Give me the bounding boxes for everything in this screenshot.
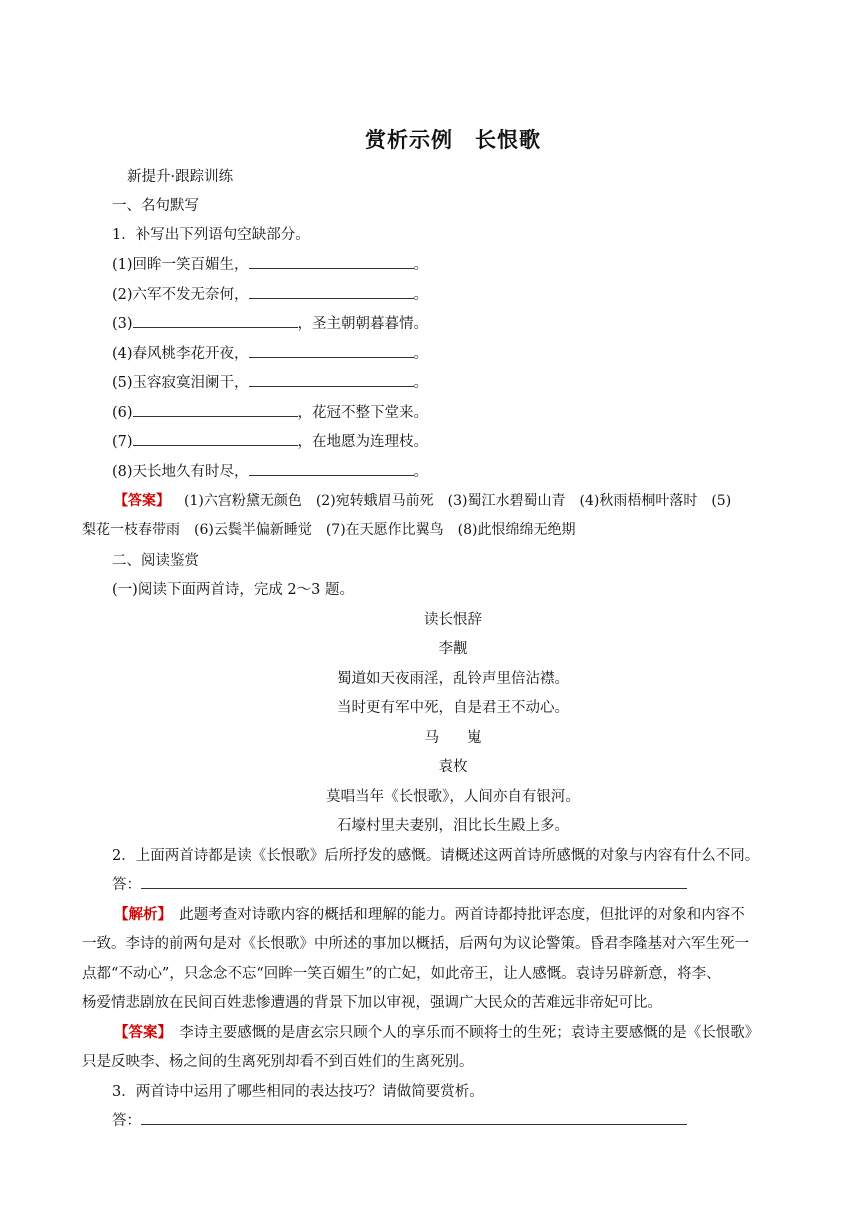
fill-item-2 (112, 283, 428, 304)
fill-item-text: (1)回眸一笑百媚生， (112, 257, 249, 273)
answer-1-line (114, 490, 731, 510)
analysis-line: 点都“不动心”，只念念不忘“回眸一笑百媚生”的亡妃，如此帝王，让人感慨。袁诗另辟新意，将李、 (82, 966, 721, 982)
answer-blank (133, 326, 298, 328)
poem2-author: 袁枚 (438, 759, 468, 775)
answer-label: 答： (112, 877, 141, 893)
fill-item-text: (6) (112, 405, 133, 421)
fill-item-text: 。 (413, 287, 429, 303)
fill-item-7 (112, 430, 428, 451)
fill-item-4 (112, 342, 428, 363)
poem1-author: 李觏 (438, 641, 468, 657)
poem2-title: 马嵬 (424, 730, 510, 746)
fill-item-6 (112, 401, 428, 422)
answer-2-line-2: 只是反映李、杨之间的生离死别却看不到百姓们的生离死别。 (82, 1054, 474, 1070)
answer-blank (133, 415, 298, 417)
fill-item-text: ，圣主朝朝暮暮情。 (297, 316, 429, 332)
answer-line-q2 (112, 873, 687, 894)
subtitle: 新提升·跟踪训练 (127, 169, 234, 185)
answer-blank (133, 444, 298, 446)
fill-item-text: (3) (112, 316, 133, 332)
poem2-line: 石壕村里夫妻别，泪比长生殿上多。 (337, 818, 569, 834)
fill-item-text: 。 (413, 257, 429, 273)
fill-item-text: (2)六军不发无奈何， (112, 287, 249, 303)
fill-item-3 (112, 312, 428, 333)
fill-item-text: (5)玉容寂寞泪阑干， (112, 375, 249, 391)
analysis-line: 一致。李诗的前两句是对《长恨歌》中所述的事加以概括，后两句为议论警策。昏君李隆基对六军生死一 (82, 936, 749, 952)
poem1-line: 蜀道如天夜雨淫，乱铃声里倍沾襟。 (337, 671, 569, 687)
fill-item-text: 。 (413, 346, 429, 362)
fill-item-5 (112, 371, 428, 392)
reading-intro: (一)阅读下面两首诗，完成 2～3 题。 (112, 582, 354, 598)
fill-item-text: (8)天长地久有时尽， (112, 464, 249, 480)
answer-blank (141, 1123, 687, 1125)
answer-tag: 【答案】 (114, 1024, 165, 1041)
question-1: 1．补写出下列语句空缺部分。 (112, 227, 310, 243)
answer-2-line (114, 1021, 759, 1042)
answer-blank (249, 356, 414, 358)
analysis-line (114, 903, 745, 924)
answer-blank (249, 474, 414, 476)
question-2: 2．上面两首诗都是读《长恨歌》后所抒发的感慨。请概述这两首诗所感慨的对象与内容有什么不同。 (112, 848, 760, 864)
fill-item-text: 。 (413, 464, 429, 480)
fill-item-text: (7) (112, 434, 133, 450)
answer-blank (249, 267, 414, 269)
answer-1-line-2: 梨花一枝春带雨 (6)云鬓半偏新睡觉 (7)在天愿作比翼鸟 (8)此恨绵绵无绝期 (82, 522, 576, 538)
poem2-title-wrap (0, 726, 860, 747)
answer-line-q3 (112, 1109, 687, 1130)
section1-heading: 一、名句默写 (112, 198, 199, 214)
answer-text: (1)六宫粉黛无颜色 (2)宛转蛾眉马前死 (3)蜀江水碧蜀山青 (4)秋雨梧桐叶落时 (5) (184, 493, 732, 509)
poem1-line: 当时更有军中死，自是君王不动心。 (337, 700, 569, 716)
poem2-line: 莫唱当年《长恨歌》，人间亦自有银河。 (326, 789, 580, 805)
fill-item-text: ，在地愿为连理枝。 (297, 434, 429, 450)
poem1-title: 读长恨辞 (424, 612, 482, 628)
fill-item-text: 。 (413, 375, 429, 391)
fill-item-text: ，花冠不整下堂来。 (297, 405, 429, 421)
answer-blank (249, 385, 414, 387)
answer-text: 李诗主要感慨的是唐玄宗只顾个人的享乐而不顾将士的生死；袁诗主要感慨的是《长恨歌》 (164, 1025, 760, 1041)
answer-label: 答： (112, 1113, 141, 1129)
analysis-text: 此题考查对诗歌内容的概括和理解的能力。两首诗都持批评态度，但批评的对象和内容不 (164, 907, 745, 923)
answer-blank (141, 887, 687, 889)
section2-heading: 二、阅读鉴赏 (112, 553, 199, 569)
analysis-line: 杨爱情悲剧放在民间百姓悲惨遭遇的背景下加以审视，强调广大民众的苦难远非帝妃可比。 (82, 995, 662, 1011)
answer-tag: 【答案】 (114, 493, 170, 509)
question-3: 3．两首诗中运用了哪些相同的表达技巧？请做简要赏析。 (112, 1084, 484, 1100)
page-title: 赏析示例 长恨歌 (365, 128, 541, 152)
answer-blank (249, 297, 414, 299)
fill-item-1 (112, 253, 428, 274)
analysis-tag: 【解析】 (114, 906, 165, 923)
fill-item-text: (4)春风桃李花开夜， (112, 346, 249, 362)
fill-item-8 (112, 460, 428, 481)
